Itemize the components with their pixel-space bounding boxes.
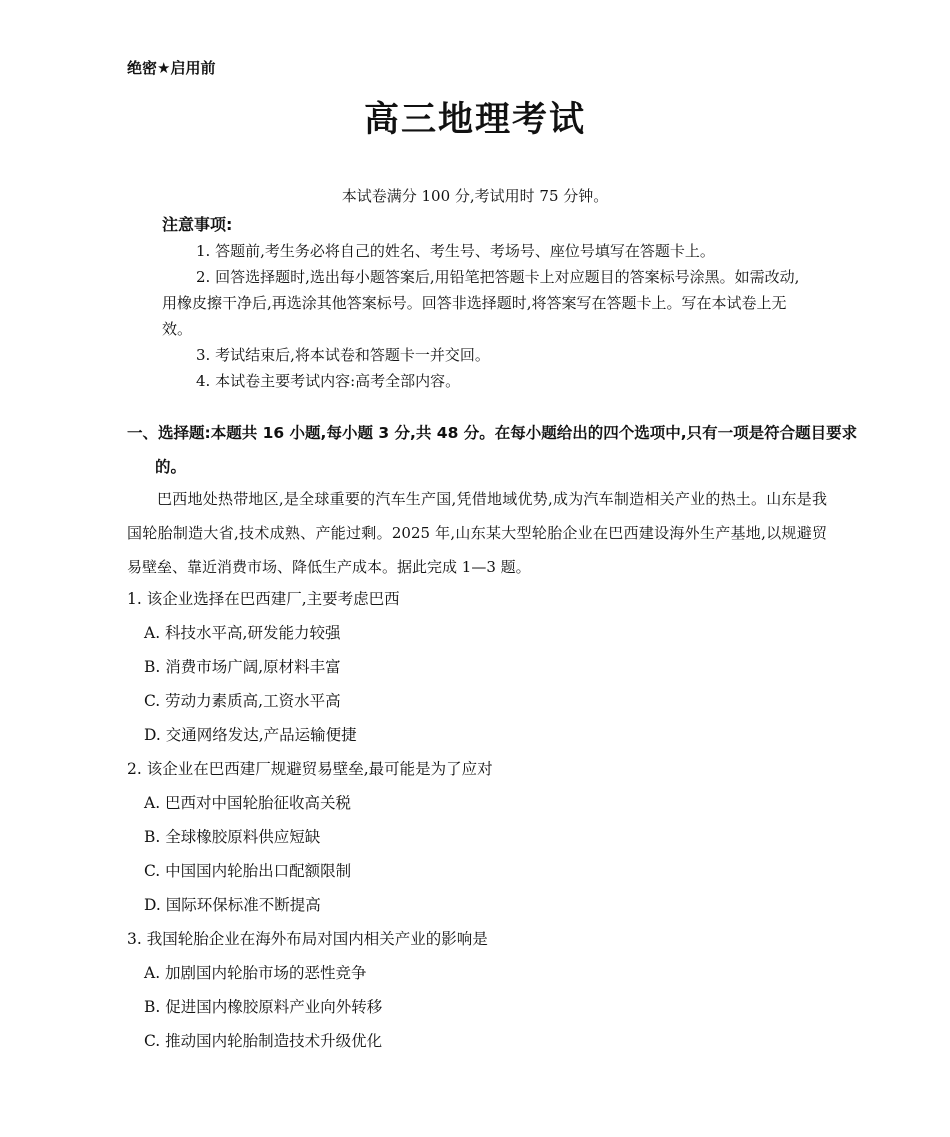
note-item: 2. 回答选择题时,选出每小题答案后,用铅笔把答题卡上对应题目的答案标号涂黑。如需改动,用橡皮擦干净后,再选涂其他答案标号。回答非选择题时,将答案写在答题卡上。写在本试卷上无效。 xyxy=(162,268,800,338)
note-item: 1. 答题前,考生务必将自己的姓名、考生号、考场号、座位号填写在答题卡上。 xyxy=(196,242,715,260)
question-stem: 3. 我国轮胎企业在海外布局对国内相关产业的影响是 xyxy=(127,930,488,948)
question-option: A. 加剧国内轮胎市场的恶性竞争 xyxy=(144,964,367,982)
note-item: 3. 考试结束后,将本试卷和答题卡一并交回。 xyxy=(196,346,490,364)
exam-title: 高三地理考试 xyxy=(363,100,586,140)
exam-meta: 本试卷满分 100 分,考试用时 75 分钟。 xyxy=(341,187,609,205)
question-option: C. 中国国内轮胎出口配额限制 xyxy=(144,862,352,880)
question-option: D. 交通网络发达,产品运输便捷 xyxy=(144,726,357,744)
question-option: A. 科技水平高,研发能力较强 xyxy=(144,624,341,642)
section-heading: 一、选择题:本题共 16 小题,每小题 3 分,共 48 分。在每小题给出的四个选项中,只有一项是符合题目要求的。 xyxy=(127,424,858,476)
confidential-label: 绝密★启用前 xyxy=(127,59,216,77)
notes-list xyxy=(162,238,802,394)
question-2 xyxy=(127,752,827,922)
question-option: A. 巴西对中国轮胎征收高关税 xyxy=(144,794,352,812)
question-stem: 1. 该企业选择在巴西建厂,主要考虑巴西 xyxy=(127,590,400,608)
note-item: 4. 本试卷主要考试内容:高考全部内容。 xyxy=(196,372,461,390)
question-list xyxy=(127,582,827,1058)
question-option: B. 全球橡胶原料供应短缺 xyxy=(144,828,321,846)
question-option: D. 国际环保标准不断提高 xyxy=(144,896,321,914)
question-1 xyxy=(127,582,827,752)
question-option: C. 劳动力素质高,工资水平高 xyxy=(144,692,341,710)
reading-passage: 巴西地处热带地区,是全球重要的汽车生产国,凭借地域优势,成为汽车制造相关产业的热土。山东是我国轮胎制造大省,技术成熟、产能过剩。2025 年,山东某大型轮胎企业在巴西建设海外生产基地,以规避贸易壁垒、靠近消费市场、降低生产成本。据此完成 1—3 题。 xyxy=(127,490,827,576)
question-option: B. 促进国内橡胶原料产业向外转移 xyxy=(144,998,383,1016)
question-stem: 2. 该企业在巴西建厂规避贸易壁垒,最可能是为了应对 xyxy=(127,760,493,778)
question-option: C. 推动国内轮胎制造技术升级优化 xyxy=(144,1032,383,1050)
notes-title: 注意事项: xyxy=(162,215,233,234)
question-3 xyxy=(127,922,827,1058)
question-option: B. 消费市场广阔,原材料丰富 xyxy=(144,658,341,676)
